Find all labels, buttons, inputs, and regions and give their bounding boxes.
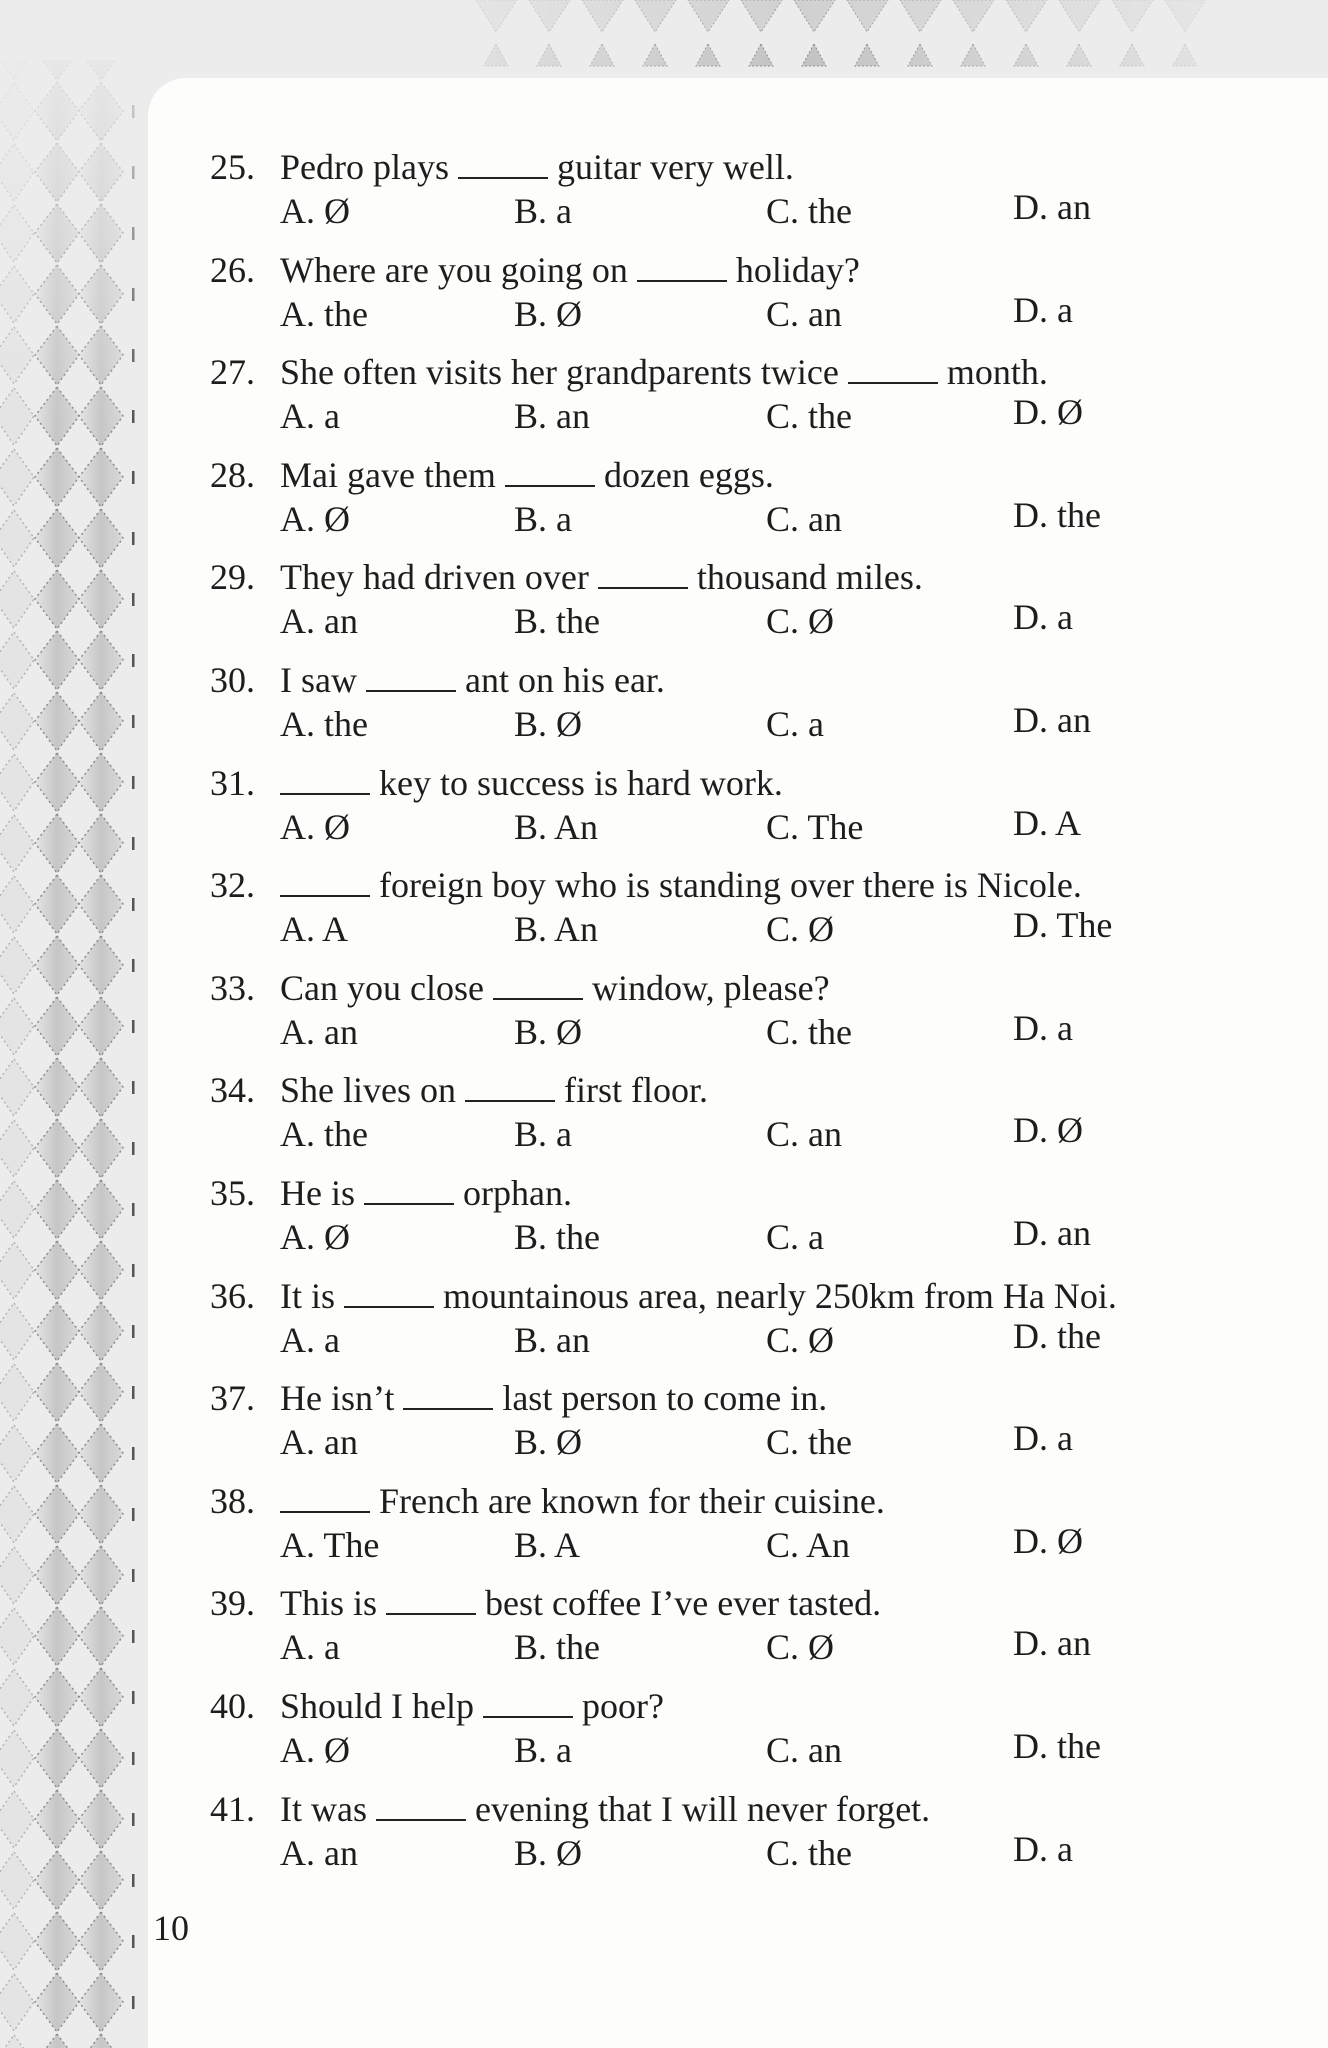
question-text-before: They had driven over <box>280 557 589 598</box>
question-text-before: It was <box>280 1788 367 1829</box>
question-text-before: He isn’t <box>280 1378 395 1419</box>
option-a: A. A <box>280 909 349 950</box>
question-number: 26. <box>210 249 255 290</box>
question-item <box>210 1068 1310 1171</box>
diamond-border-pattern <box>0 0 150 2048</box>
options-row <box>280 599 1310 643</box>
question-text-before: Mai gave them <box>280 454 496 495</box>
option-b: B. the <box>514 601 600 642</box>
question-item <box>210 145 1310 248</box>
question-number: 36. <box>210 1275 255 1316</box>
option-a: A. a <box>280 396 340 437</box>
question-item <box>210 1376 1310 1479</box>
question-item <box>210 1171 1310 1274</box>
answer-blank <box>637 254 727 282</box>
question-stem <box>210 863 1310 907</box>
option-a: A. Ø <box>280 1216 350 1257</box>
option-d: D. a <box>1013 289 1073 330</box>
option-d: D. the <box>1013 494 1101 535</box>
answer-blank <box>386 1587 476 1615</box>
option-b: B. Ø <box>514 703 583 744</box>
option-c: C. an <box>766 498 842 539</box>
question-item <box>210 1787 1310 1890</box>
option-d: D. The <box>1013 905 1113 946</box>
question-stem <box>210 1684 1310 1728</box>
question-text-before: It is <box>280 1275 336 1316</box>
question-text-before: This is <box>280 1583 378 1624</box>
options-row <box>280 802 1310 849</box>
option-a: A. Ø <box>280 1729 350 1770</box>
options-row <box>280 1420 1310 1464</box>
option-a: A. Ø <box>280 191 350 231</box>
question-text-after: mountainous area, nearly 250km from Ha Noi. <box>443 1275 1117 1316</box>
answer-blank <box>403 1382 493 1410</box>
option-c: C. Ø <box>766 1319 835 1360</box>
option-a: A. a <box>280 1319 340 1360</box>
options-row <box>280 1007 1310 1054</box>
answer-blank <box>280 1485 370 1513</box>
option-d: D. a <box>1013 1828 1073 1869</box>
option-b: B. an <box>514 1319 590 1360</box>
question-stem <box>210 761 1310 805</box>
options-row <box>280 1828 1310 1875</box>
question-item <box>210 1684 1310 1787</box>
option-d: D. A <box>1013 802 1082 843</box>
option-d: D. a <box>1013 597 1073 638</box>
answer-blank <box>465 1074 555 1102</box>
option-d: D. Ø <box>1013 1520 1083 1561</box>
options-row <box>280 289 1310 336</box>
options-row <box>280 494 1310 541</box>
question-text-before: She lives on <box>280 1070 456 1111</box>
option-d: D. a <box>1013 1418 1073 1459</box>
question-item <box>210 863 1310 966</box>
option-c: C. Ø <box>766 909 835 950</box>
question-stem <box>210 1581 1310 1625</box>
option-b: B. the <box>514 1216 600 1257</box>
question-text-after: evening that I will never forget. <box>474 1788 931 1829</box>
option-b: B. a <box>514 1729 572 1770</box>
options-row <box>280 394 1310 438</box>
options-row <box>280 1520 1310 1567</box>
question-item <box>210 453 1310 556</box>
question-number: 38. <box>210 1480 255 1521</box>
question-text-before: Where are you going on <box>280 249 628 290</box>
question-number: 27. <box>210 352 255 393</box>
option-c: C. The <box>766 806 864 847</box>
option-a: A. an <box>280 1011 358 1052</box>
option-c: C. Ø <box>766 1627 835 1668</box>
option-c: C. an <box>766 293 842 334</box>
question-text-after: thousand miles. <box>696 557 923 598</box>
option-b: B. the <box>514 1627 600 1668</box>
question-item <box>210 1581 1310 1684</box>
question-stem <box>210 145 1310 189</box>
answer-blank <box>364 1177 454 1205</box>
question-number: 31. <box>210 762 255 803</box>
question-item <box>210 658 1310 761</box>
question-text-after: key to success is hard work. <box>379 762 783 803</box>
question-stem <box>210 1376 1310 1420</box>
options-row <box>280 1315 1310 1362</box>
question-text-after: poor? <box>582 1685 664 1726</box>
question-text-after: best coffee I’ve ever tasted. <box>485 1583 882 1624</box>
option-b: B. An <box>514 909 599 950</box>
answer-blank <box>344 1280 434 1308</box>
answer-blank <box>366 664 456 692</box>
option-c: C. An <box>766 1524 851 1565</box>
question-text-after: month. <box>946 352 1048 393</box>
answer-blank <box>483 1690 573 1718</box>
option-c: C. a <box>766 703 824 744</box>
option-a: A. the <box>280 293 368 334</box>
question-text-after: orphan. <box>463 1172 572 1213</box>
question-item <box>210 1274 1310 1377</box>
option-c: C. a <box>766 1216 824 1257</box>
option-b: B. a <box>514 1114 572 1155</box>
option-c: C. the <box>766 1832 852 1873</box>
options-row <box>280 189 1310 233</box>
question-stem <box>210 248 1310 292</box>
question-stem <box>210 453 1310 497</box>
option-b: B. an <box>514 396 590 437</box>
option-b: B. Ø <box>514 1832 583 1873</box>
question-number: 34. <box>210 1070 255 1111</box>
question-stem <box>210 966 1310 1010</box>
answer-blank <box>280 869 370 897</box>
option-d: D. an <box>1013 699 1091 740</box>
option-b: B. Ø <box>514 1422 583 1463</box>
question-number: 37. <box>210 1378 255 1419</box>
option-c: C. Ø <box>766 601 835 642</box>
question-stem <box>210 658 1310 702</box>
question-text-before: Should I help <box>280 1685 474 1726</box>
option-c: C. the <box>766 1422 852 1463</box>
option-a: A. an <box>280 1422 358 1463</box>
question-text-before: Pedro plays <box>280 147 449 187</box>
options-row <box>280 699 1310 746</box>
answer-blank <box>280 767 370 795</box>
question-text-before: She often visits her grandparents twice <box>280 352 839 393</box>
question-number: 35. <box>210 1172 255 1213</box>
question-text-after: dozen eggs. <box>603 454 774 495</box>
question-text-before: Can you close <box>280 967 484 1008</box>
question-text-after: foreign boy who is standing over there is Nicole. <box>379 865 1082 906</box>
option-a: A. the <box>280 703 368 744</box>
question-text-after: holiday? <box>735 249 860 290</box>
answer-blank <box>458 151 548 179</box>
option-d: D. an <box>1013 187 1091 227</box>
question-number: 33. <box>210 967 255 1008</box>
option-b: B. An <box>514 806 599 847</box>
options-row <box>280 907 1310 951</box>
option-d: D. the <box>1013 1725 1101 1766</box>
answer-blank <box>505 459 595 487</box>
option-c: C. the <box>766 396 852 437</box>
question-stem <box>210 1479 1310 1523</box>
option-c: C. the <box>766 191 852 231</box>
option-c: C. an <box>766 1729 842 1770</box>
option-b: B. Ø <box>514 1011 583 1052</box>
question-text-after: French are known for their cuisine. <box>379 1480 885 1521</box>
option-b: B. Ø <box>514 293 583 334</box>
option-d: D. an <box>1013 1212 1091 1253</box>
option-d: D. Ø <box>1013 1110 1083 1151</box>
answer-blank <box>598 561 688 589</box>
options-row <box>280 1625 1310 1669</box>
page-number: 10 <box>153 1908 189 1948</box>
question-text-before: I saw <box>280 659 357 700</box>
question-item <box>210 1479 1310 1582</box>
question-number: 32. <box>210 865 255 906</box>
question-number: 29. <box>210 557 255 598</box>
option-b: B. a <box>514 191 572 231</box>
question-item <box>210 761 1310 864</box>
option-d: D. Ø <box>1013 392 1083 433</box>
question-number: 25. <box>210 147 255 187</box>
question-stem <box>210 1068 1310 1112</box>
option-d: D. a <box>1013 1007 1073 1048</box>
options-row <box>280 1112 1310 1156</box>
option-a: A. an <box>280 601 358 642</box>
option-b: B. A <box>514 1524 581 1565</box>
triangle-border-pattern <box>0 0 1328 80</box>
option-d: D. the <box>1013 1315 1101 1356</box>
question-item <box>210 555 1310 658</box>
question-text-before: He is <box>280 1172 355 1213</box>
question-stem <box>210 1171 1310 1215</box>
question-text-after: ant on his ear. <box>464 659 665 700</box>
question-stem <box>210 350 1310 394</box>
question-number: 41. <box>210 1788 255 1829</box>
question-number: 28. <box>210 454 255 495</box>
question-text-after: window, please? <box>591 967 830 1008</box>
question-number: 30. <box>210 659 255 700</box>
question-text-after: first floor. <box>564 1070 708 1111</box>
option-b: B. a <box>514 498 572 539</box>
option-a: A. a <box>280 1627 340 1668</box>
question-item <box>210 248 1310 351</box>
option-a: A. Ø <box>280 498 350 539</box>
answer-blank <box>848 356 938 384</box>
answer-blank <box>493 972 583 1000</box>
question-item <box>210 350 1310 453</box>
question-list <box>210 145 1310 1889</box>
options-row <box>280 1725 1310 1772</box>
option-a: A. the <box>280 1114 368 1155</box>
answer-blank <box>376 1793 466 1821</box>
options-row <box>280 1212 1310 1259</box>
question-text-after: guitar very well. <box>556 147 794 187</box>
question-number: 39. <box>210 1583 255 1624</box>
option-a: A. an <box>280 1832 358 1873</box>
option-c: C. the <box>766 1011 852 1052</box>
option-d: D. an <box>1013 1623 1091 1664</box>
question-stem <box>210 555 1310 599</box>
option-c: C. an <box>766 1114 842 1155</box>
question-number: 40. <box>210 1685 255 1726</box>
question-stem <box>210 1787 1310 1831</box>
question-stem <box>210 1274 1310 1318</box>
question-text-after: last person to come in. <box>502 1378 828 1419</box>
option-a: A. Ø <box>280 806 350 847</box>
option-a: A. The <box>280 1524 380 1565</box>
question-item <box>210 966 1310 1069</box>
